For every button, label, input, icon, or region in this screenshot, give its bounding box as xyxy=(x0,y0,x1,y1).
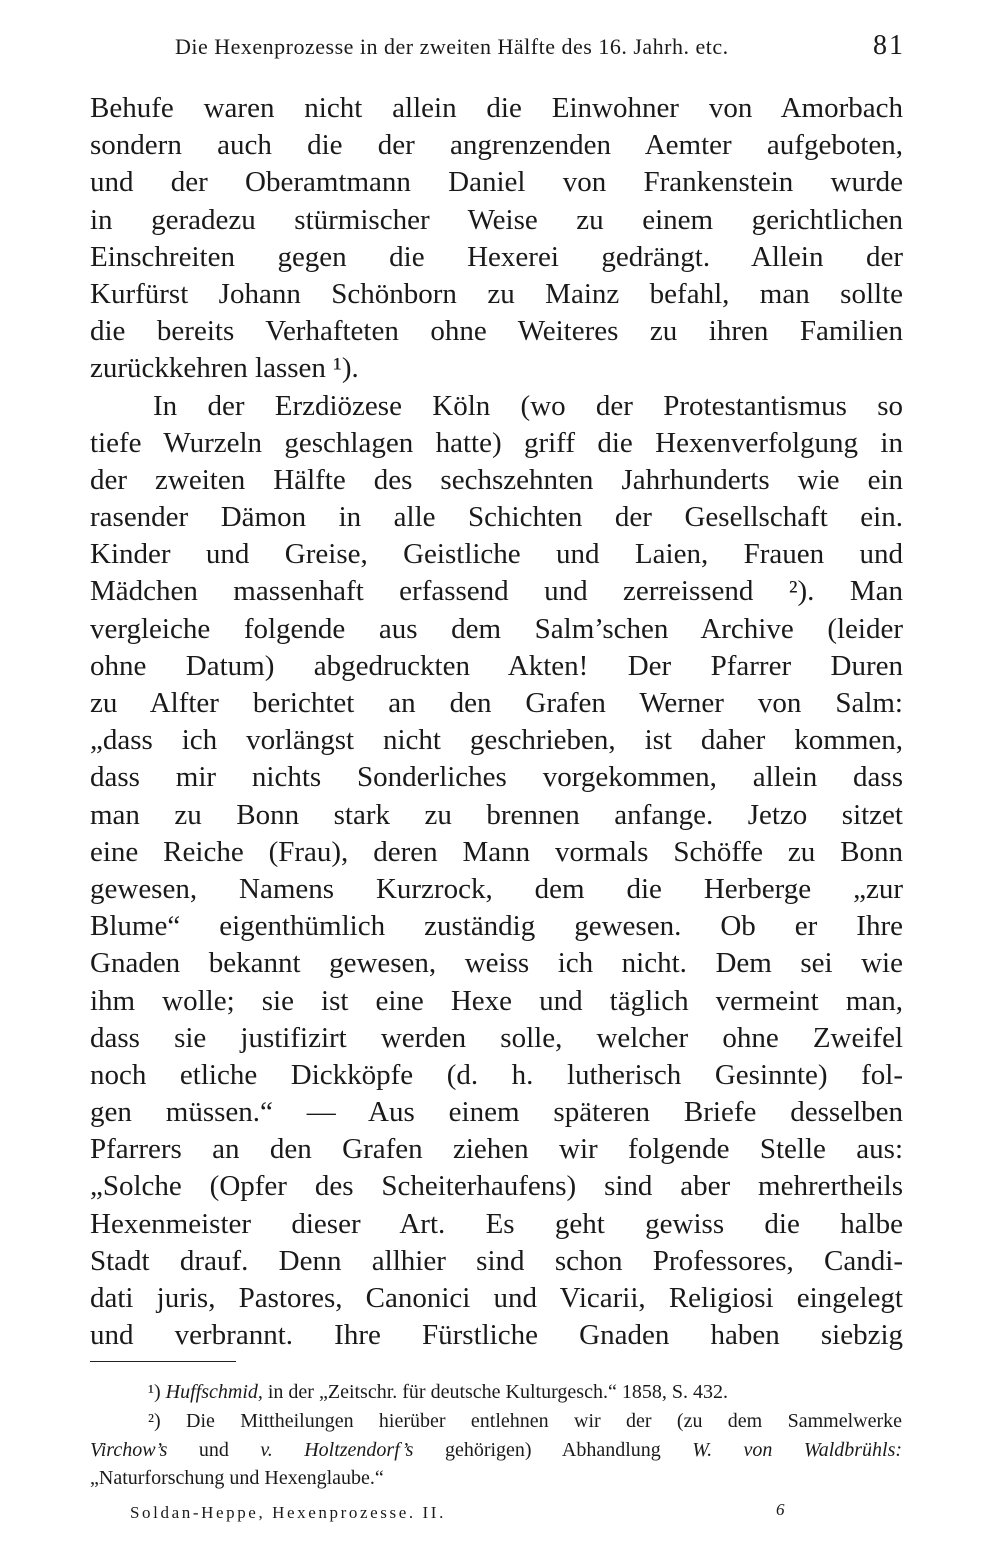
text-line: tiefe Wurzeln geschlagen hatte) griff die Hexenverfolgung in xyxy=(90,426,903,459)
text-line: ohne Datum) abgedruckten Akten! Der Pfarrer Duren xyxy=(90,649,903,682)
text-line: Kinder und Greise, Geistliche und Laien, Frauen und xyxy=(90,538,903,571)
text-line: und verbrannt. Ihre Fürstliche Gnaden haben siebzig xyxy=(90,1319,903,1352)
text-line: eine Reiche (Frau), deren Mann vormals Schöffe zu Bonn xyxy=(90,835,903,868)
sheet-number: 6 xyxy=(776,1500,785,1519)
text-line: die bereits Verhafteten ohne Weiteres zu ihren Familien xyxy=(90,315,903,348)
footnote-2 xyxy=(90,1407,902,1493)
footnotes xyxy=(90,1378,902,1493)
footnote-mark: ¹) xyxy=(148,1381,161,1403)
text-line: der zweiten Hälfte des sechszehnten Jahrhunderts wie ein xyxy=(90,463,903,496)
text-line: man zu Bonn stark zu brennen anfange. Jetzo sitzet xyxy=(90,798,903,831)
footnote-line xyxy=(90,1436,902,1465)
running-title: Die Hexenprozesse in der zweiten Hälfte des 16. Jahrh. etc. xyxy=(175,34,729,59)
paragraph xyxy=(90,90,903,388)
text-line: Mädchen massenhaft erfassend und zerreissend ²). Man xyxy=(90,575,903,608)
text-line: gewesen, Namens Kurzrock, dem die Herberge „zur xyxy=(90,872,903,905)
text-line: „dass ich vorlängst nicht geschrieben, ist daher kommen, xyxy=(90,724,903,757)
text-line: Hexenmeister dieser Art. Es geht gewiss die halbe xyxy=(90,1207,903,1240)
text-line: noch etliche Dickköpfe (d. h. lutherisch Gesinnte) fol- xyxy=(90,1058,903,1091)
text-line: Blume“ eigenthümlich zuständig gewesen. Ob er Ihre xyxy=(90,910,903,943)
footnote-1 xyxy=(90,1378,902,1407)
footnote-text: und xyxy=(198,1438,229,1461)
text-line: sondern auch die der angrenzenden Aemter aufgeboten, xyxy=(90,129,903,162)
text-line: in geradezu stürmischer Weise zu einem gerichtlichen xyxy=(90,203,903,236)
footnote-mark: ²) xyxy=(148,1409,161,1432)
printer-signature: Soldan-Heppe, Hexenprozesse. II. xyxy=(130,1503,446,1522)
text-line: rasender Dämon in alle Schichten der Gesellschaft ein. xyxy=(90,501,903,534)
text-line: dati juris, Pastores, Canonici und Vicarii, Religiosi eingelegt xyxy=(90,1282,903,1314)
footnote-line xyxy=(90,1407,902,1436)
footnote-divider xyxy=(90,1361,236,1362)
text-line: Stadt drauf. Denn allhier sind schon Professores, Candi- xyxy=(90,1244,903,1277)
footnote-reference: W. von Waldbrühls: xyxy=(692,1438,902,1461)
text-line: zurückkehren lassen ¹). xyxy=(90,352,359,385)
text-line: Kurfürst Johann Schönborn zu Mainz befahl, man sollte xyxy=(90,277,903,310)
page-number: 81 xyxy=(873,30,905,61)
text-line: Gnaden bekannt gewesen, weiss ich nicht. Dem sei wie xyxy=(90,947,903,980)
text-line: Pfarrers an den Grafen ziehen wir folgende Stelle aus: xyxy=(90,1133,903,1166)
paragraph xyxy=(90,388,903,1355)
footnote-text: Die Mittheilungen hierüber entlehnen wir der (zu dem Sammelwerke xyxy=(186,1409,902,1432)
text-line: ihm wolle; sie ist eine Hexe und täglich vermeint man, xyxy=(90,984,903,1017)
footnote-text: in der „Zeitschr. für deutsche Kulturgesch.“ 1858, S. 432. xyxy=(267,1381,728,1403)
text-line: Behufe waren nicht allein die Einwohner von Amorbach xyxy=(90,92,903,124)
text-line: gen müssen.“ — Aus einem späteren Briefe desselben xyxy=(90,1096,903,1129)
text-line: und der Oberamtmann Daniel von Frankenstein wurde xyxy=(90,166,903,199)
footnote-reference: v. Holtzendorf’s xyxy=(260,1438,414,1461)
text-line: dass mir nichts Sonderliches vorgekommen, allein dass xyxy=(90,761,903,794)
page-header xyxy=(175,30,905,70)
text-line: vergleiche folgende aus dem Salm’schen Archive (leider xyxy=(90,612,903,645)
text-line: Einschreiten gegen die Hexerei gedrängt. Allein der xyxy=(90,240,903,273)
footnote-text: gehörigen) Abhandlung xyxy=(444,1438,661,1461)
footnote-line: „Naturforschung und Hexenglaube.“ xyxy=(90,1467,384,1490)
text-line: zu Alfter berichtet an den Grafen Werner von Salm: xyxy=(90,687,903,719)
footnote-reference: Virchow’s xyxy=(90,1438,168,1461)
footnote-author: Huffschmid, xyxy=(165,1381,263,1403)
body-text xyxy=(90,90,903,1354)
text-line: „Solche (Opfer des Scheiterhaufens) sind aber mehrertheils xyxy=(90,1170,903,1203)
text-line: dass sie justifizirt werden solle, welcher ohne Zweifel xyxy=(90,1021,903,1054)
text-line: In der Erzdiözese Köln (wo der Protestantismus so xyxy=(153,389,903,422)
